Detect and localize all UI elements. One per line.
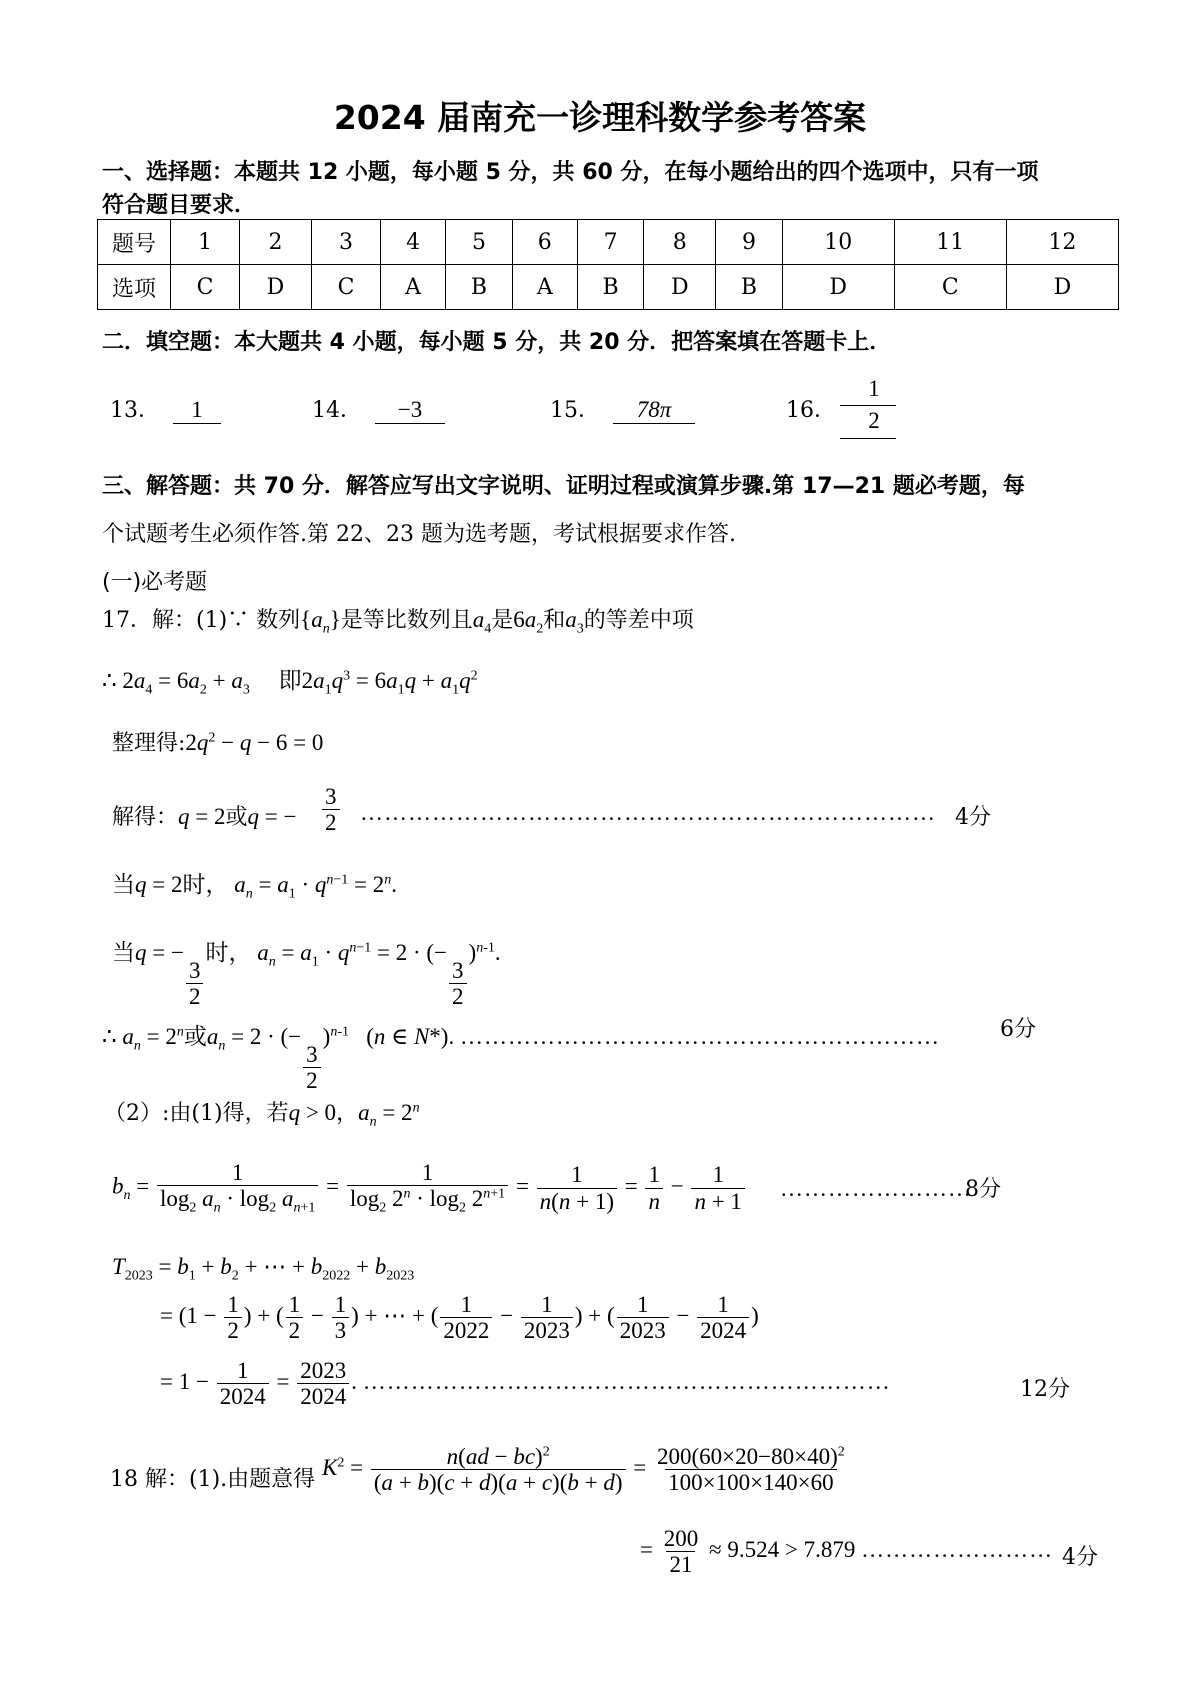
fill-answer: 78π	[613, 397, 695, 424]
table-cell: C	[894, 265, 1006, 310]
table-cell: 9	[716, 220, 782, 265]
table-cell: 1	[171, 220, 240, 265]
denominator: 2024	[697, 1317, 749, 1343]
fraction: $\frac{3}{2}$	[320, 784, 342, 836]
table-cell: 10	[782, 220, 894, 265]
answer-table	[97, 219, 1119, 310]
fraction-denominator: 2	[868, 408, 880, 433]
table-cell: D	[782, 265, 894, 310]
item-number: 16．	[786, 398, 836, 423]
table-row	[98, 220, 1119, 265]
q17-sum-expand: = (1 − $\frac{1}{2}$ ) + ( $\frac{1}{2}$ − $\frac{1}{3}$ ) + ⋯ + ( $\frac{1}{2022}$ − $\frac{1}{2023}$ ) + ( $\frac{1}{2023}$ − $\frac{1}{2024}$ )	[160, 1292, 759, 1344]
q18-k2-formula: $K^2$ = $\frac{n(ad - bc)^2}{(a + b)(c + d)(a + c)(b + d)}$ = $\frac{200(60\times 20-80\times 40)^2}{100\times 100\times 140\times 60}$	[322, 1444, 845, 1496]
table-cell: B	[577, 265, 643, 310]
q17-text: 或	[225, 805, 248, 830]
dot-leader: ………………………………………………………………	[360, 800, 936, 825]
q17-bn: $b_n$ = $\frac{1}{\log_2 a_n \cdot \log_2 a_{n+1}}$ = $\frac{1}{\log_2 2^n \cdot \log_2 2^{n+1}}$ = $\frac{1}{n(n + 1)}$ = $\frac{1}{n}$ − $\frac{1}{n + 1}$	[112, 1160, 747, 1216]
table-cell: A	[512, 265, 577, 310]
table-cell: C	[171, 265, 240, 310]
table-cell: C	[312, 265, 381, 310]
table-cell: D	[644, 265, 716, 310]
table-cell: 2	[239, 220, 311, 265]
fraction-numerator: 1	[868, 376, 880, 401]
fill-answer: −3	[375, 397, 445, 424]
score-8: 8分	[965, 1177, 1001, 1202]
fill-item-14	[312, 393, 445, 424]
denominator: 100×100×140×60	[665, 1469, 836, 1495]
q17-line1: 17．解：(1)∵ 数列$\{a_n\}$是等比数列且$a_4$是$6a_2$和$a_3$的等差中项	[102, 607, 694, 637]
table-cell: 6	[512, 220, 577, 265]
q17-prefix: 17．解：(1)∵ 数列	[102, 608, 301, 633]
section1-heading-cont: 符合题目要求．	[102, 193, 257, 218]
table-cell: D	[1006, 265, 1118, 310]
table-cell: D	[239, 265, 311, 310]
fill-item-16	[786, 393, 836, 424]
fill-item-13	[110, 393, 221, 424]
q17-text: 是	[491, 608, 514, 633]
q17-sum-def: $T_{2023} = b_1 + b_2$ + ⋯ + $b_{2022} + b_{2023}$	[112, 1254, 415, 1284]
q17-conclusion: ∴ $a_n = 2^n$或$a_n = 2$ · (− $\frac{3}{2}$ )$^{n-1}$ (n ∈ N*). ……………………………………………………	[102, 1024, 940, 1094]
sub-heading: (一)必考题	[102, 570, 208, 595]
result-text: ≈ 9.524 > 7.879	[708, 1537, 856, 1563]
dot-leader: ……………………	[780, 1176, 972, 1201]
q17-text: 的等差中项	[583, 608, 694, 633]
q17-label: 解得：	[112, 805, 179, 830]
q18-prefix	[110, 1462, 315, 1493]
table-cell: B	[716, 265, 782, 310]
fill-item-15	[550, 393, 695, 424]
numerator: 200(60×20−80×40)	[657, 1444, 838, 1469]
q17-sum-result: = 1 − $\frac{1}{2024}$ = $\frac{2023}{2024}$ . …………………………………………………………	[160, 1358, 891, 1410]
denominator: 2023	[521, 1317, 573, 1343]
table-cell: 8	[644, 220, 716, 265]
table-cell: 12	[1006, 220, 1118, 265]
q17-text: 是等比数列且	[340, 608, 473, 633]
q17-case-2: 当q = − $\frac{3}{2}$ 时， $a_n = a_1 \cdot q^{n-1} = 2$ · (− $\frac{3}{2}$ )$^{n-1}$.	[112, 940, 501, 1010]
page-title: 2024 届南充一诊理科数学参考答案	[333, 98, 867, 137]
denominator: 2022	[440, 1317, 492, 1343]
q17-text: 和	[543, 608, 566, 633]
table-cell: 5	[446, 220, 512, 265]
table-row-label: 题号	[98, 220, 171, 265]
table-cell: A	[380, 265, 445, 310]
table-row	[98, 265, 1119, 310]
section2-heading: 二．填空题：本大题共 4 小题，每小题 5 分，共 20 分．把答案填在答题卡上．	[102, 330, 892, 355]
q17-case-1: 当q = 2时， $a_n = a_1 \cdot q^{n-1} = 2^n$.	[112, 872, 398, 902]
table-cell: 3	[312, 220, 381, 265]
score-4: 4分	[1062, 1545, 1098, 1570]
answer-underline	[840, 438, 896, 439]
denominator: 2023	[617, 1317, 669, 1343]
numerator: 200	[663, 1526, 699, 1551]
q17-part2: （2）:由(1)得，若q > 0，$a_n = 2^n$	[104, 1100, 420, 1130]
score-6: 6分	[1000, 1017, 1036, 1042]
score-4: 4分	[955, 805, 991, 830]
q17-label: 整理得:	[112, 731, 186, 756]
table-cell: 4	[380, 220, 445, 265]
table-cell: 7	[577, 220, 643, 265]
section3-heading-cont: 个试题考生必须作答.第 22、23 题为选考题，考试根据要求作答.	[102, 522, 736, 547]
denominator: 21	[666, 1551, 695, 1577]
fraction-bar	[840, 405, 896, 406]
fill-answer: 1	[173, 397, 221, 424]
q17-label: （2）:由(1)得，若	[104, 1101, 289, 1126]
numerator: 2023	[300, 1358, 347, 1383]
q17-solve: 解得：q = 2或q = −	[112, 804, 297, 830]
q17-simplify: 整理得$:2q^2 - q - 6 = 0$	[112, 730, 324, 756]
q18-k2-result: = $\frac{200}{21}$ ≈ 9.524 > 7.879 ……………………	[640, 1526, 1054, 1578]
denominator: 2024	[297, 1383, 349, 1409]
denominator: 2024	[217, 1383, 269, 1409]
section3-heading: 三、解答题：共 70 分．解答应写出文字说明、证明过程或演算步骤.第 17—21 题必考题，每	[102, 474, 1025, 499]
section1-heading: 一、选择题：本题共 12 小题，每小题 5 分，共 60 分，在每小题给出的四个选项中，只有一项	[102, 160, 1039, 185]
table-row-label: 选项	[98, 265, 171, 310]
table-cell: B	[446, 265, 512, 310]
score-12: 12分	[1020, 1377, 1070, 1402]
item-number: 15．	[550, 398, 600, 423]
q18-label: 18 解：(1).由题意得	[110, 1467, 316, 1492]
q17-equation-1: ∴ $2a_4 = 6a_2 + a_3$ 即$2a_1q^3 = 6a_1q + a_1q^2$	[102, 668, 478, 698]
table-cell: 11	[894, 220, 1006, 265]
item-number: 14．	[312, 398, 362, 423]
item-number: 13．	[110, 398, 160, 423]
